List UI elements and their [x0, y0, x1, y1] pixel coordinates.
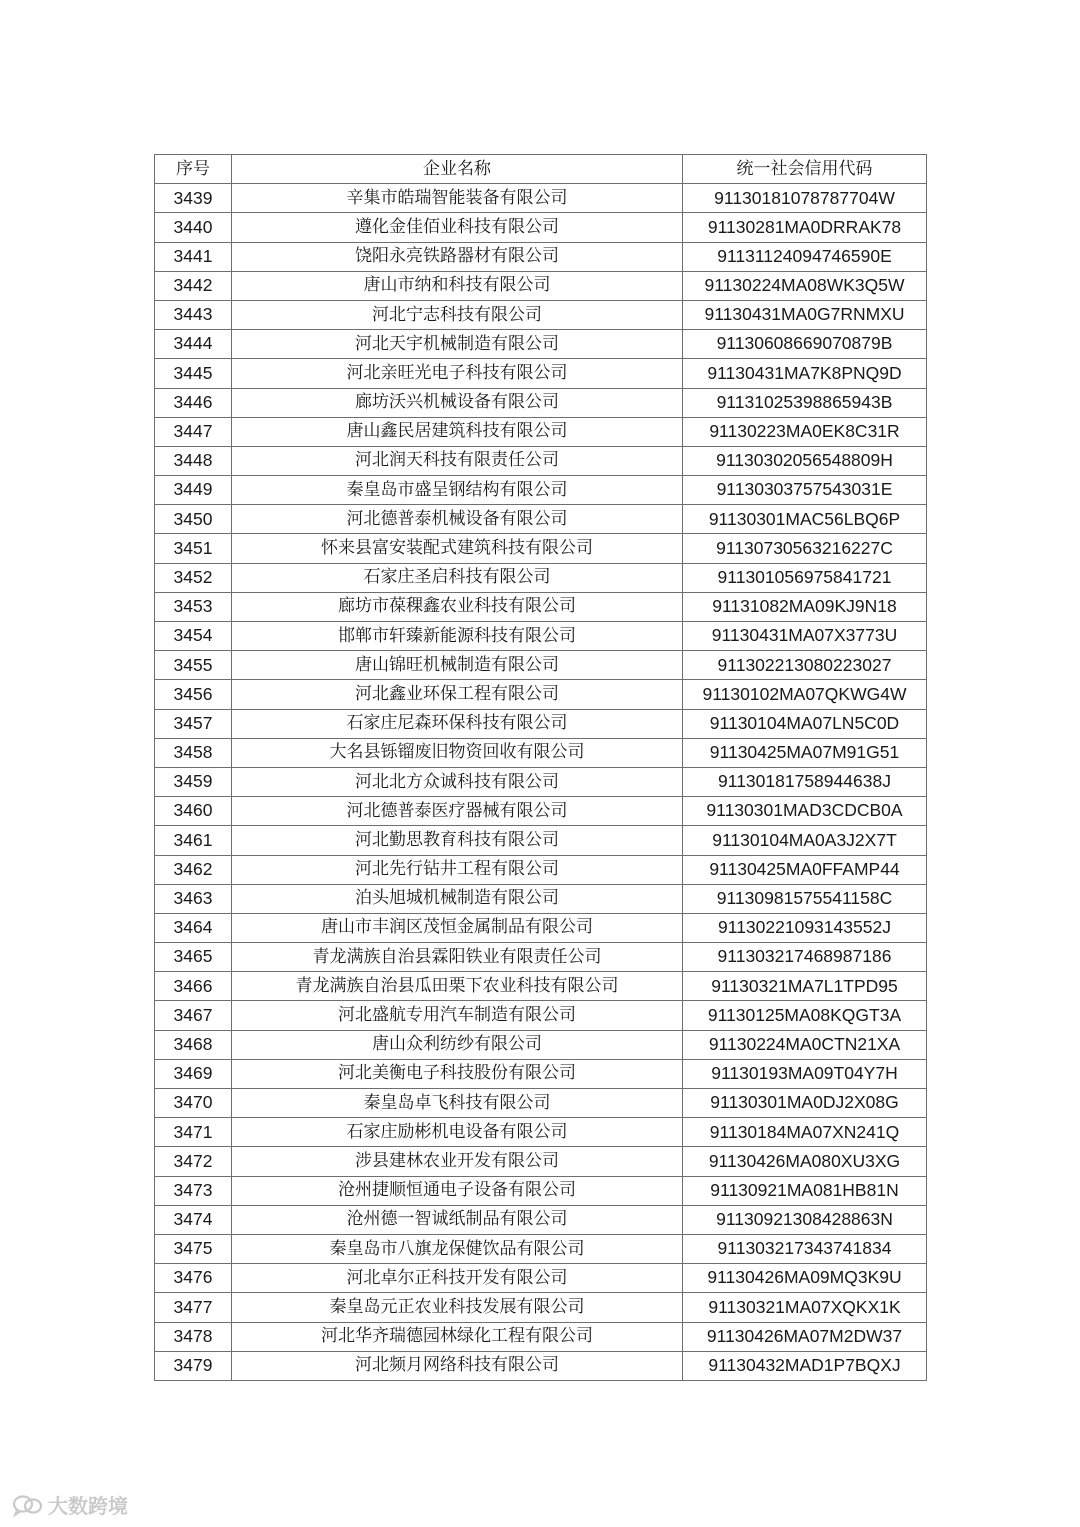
table-row — [155, 1118, 927, 1147]
row-company-name-cell: 秦皇岛元正农业科技发展有限公司 — [232, 1293, 683, 1322]
table-row — [155, 1205, 927, 1234]
row-company-name-cell: 泊头旭城机械制造有限公司 — [232, 884, 683, 913]
row-seq-cell: 3479 — [155, 1351, 232, 1380]
row-credit-code-cell: 91131082MA09KJ9N18 — [683, 592, 927, 621]
table-row — [155, 476, 927, 505]
table-row — [155, 1264, 927, 1293]
row-credit-code-cell: 91130193MA09T04Y7H — [683, 1059, 927, 1088]
row-credit-code-cell: 91130426MA080XU3XG — [683, 1147, 927, 1176]
table-row — [155, 797, 927, 826]
row-credit-code-cell: 911303217468987186 — [683, 943, 927, 972]
row-credit-code-cell: 91130321MA7L1TPD95 — [683, 972, 927, 1001]
table-body — [155, 184, 927, 1381]
row-credit-code-cell: 91130303757543031E — [683, 476, 927, 505]
row-seq-cell: 3466 — [155, 972, 232, 1001]
table-row — [155, 622, 927, 651]
row-credit-code-cell: 911303217343741834 — [683, 1234, 927, 1263]
row-seq-cell: 3447 — [155, 417, 232, 446]
row-seq-cell: 3478 — [155, 1322, 232, 1351]
row-credit-code-cell: 91130432MAD1P7BQXJ — [683, 1351, 927, 1380]
row-company-name-cell: 河北润天科技有限责任公司 — [232, 446, 683, 475]
row-company-name-cell: 唐山鑫民居建筑科技有限公司 — [232, 417, 683, 446]
row-credit-code-cell: 91130921MA081HB81N — [683, 1176, 927, 1205]
row-company-name-cell: 唐山锦旺机械制造有限公司 — [232, 651, 683, 680]
row-company-name-cell: 河北卓尔正科技开发有限公司 — [232, 1264, 683, 1293]
row-seq-cell: 3462 — [155, 855, 232, 884]
row-company-name-cell: 唐山市纳和科技有限公司 — [232, 271, 683, 300]
row-company-name-cell: 青龙满族自治县霖阳铁业有限责任公司 — [232, 943, 683, 972]
row-company-name-cell: 河北频月网络科技有限公司 — [232, 1351, 683, 1380]
table-row — [155, 300, 927, 329]
row-company-name-cell: 唐山众利纺纱有限公司 — [232, 1030, 683, 1059]
row-company-name-cell: 河北德普泰医疗器械有限公司 — [232, 797, 683, 826]
row-seq-cell: 3441 — [155, 242, 232, 271]
table-row — [155, 1001, 927, 1030]
row-credit-code-cell: 91130301MA0DJ2X08G — [683, 1089, 927, 1118]
table-row — [155, 534, 927, 563]
row-credit-code-cell: 91130431MA07X3773U — [683, 622, 927, 651]
table-row — [155, 1322, 927, 1351]
row-credit-code-cell: 91131124094746590E — [683, 242, 927, 271]
row-credit-code-cell: 91130302056548809H — [683, 446, 927, 475]
row-seq-cell: 3465 — [155, 943, 232, 972]
row-company-name-cell: 辛集市皓瑞智能装备有限公司 — [232, 184, 683, 213]
table-row — [155, 359, 927, 388]
row-seq-cell: 3442 — [155, 271, 232, 300]
row-company-name-cell: 怀来县富安装配式建筑科技有限公司 — [232, 534, 683, 563]
row-company-name-cell: 廊坊市葆稞鑫农业科技有限公司 — [232, 592, 683, 621]
row-company-name-cell: 河北宁志科技有限公司 — [232, 300, 683, 329]
row-company-name-cell: 大名县铄镏废旧物资回收有限公司 — [232, 738, 683, 767]
row-credit-code-cell: 91130301MAC56LBQ6P — [683, 505, 927, 534]
row-company-name-cell: 涉县建林农业开发有限公司 — [232, 1147, 683, 1176]
row-seq-cell: 3451 — [155, 534, 232, 563]
table-row — [155, 1030, 927, 1059]
row-credit-code-cell: 91131025398865943B — [683, 388, 927, 417]
row-seq-cell: 3464 — [155, 913, 232, 942]
table-row — [155, 417, 927, 446]
table-row — [155, 1147, 927, 1176]
row-credit-code-cell: 91130981575541158C — [683, 884, 927, 913]
row-seq-cell: 3473 — [155, 1176, 232, 1205]
table-row — [155, 1059, 927, 1088]
row-seq-cell: 3440 — [155, 213, 232, 242]
row-company-name-cell: 青龙满族自治县瓜田栗下农业科技有限公司 — [232, 972, 683, 1001]
table-row — [155, 738, 927, 767]
table-row — [155, 651, 927, 680]
chat-bubbles-logo-icon — [12, 1493, 44, 1517]
row-seq-cell: 3469 — [155, 1059, 232, 1088]
table-row — [155, 1351, 927, 1380]
row-credit-code-cell: 91130104MA0A3J2X7T — [683, 826, 927, 855]
row-seq-cell: 3449 — [155, 476, 232, 505]
row-company-name-cell: 秦皇岛卓飞科技有限公司 — [232, 1089, 683, 1118]
table-row — [155, 446, 927, 475]
table-row — [155, 1293, 927, 1322]
row-seq-cell: 3455 — [155, 651, 232, 680]
row-seq-cell: 3470 — [155, 1089, 232, 1118]
row-company-name-cell: 石家庄励彬机电设备有限公司 — [232, 1118, 683, 1147]
table-row — [155, 184, 927, 213]
row-credit-code-cell: 91130431MA7K8PNQ9D — [683, 359, 927, 388]
row-credit-code-cell: 91130181078787704W — [683, 184, 927, 213]
header-seq: 序号 — [155, 155, 232, 184]
table-row — [155, 505, 927, 534]
row-credit-code-cell: 91130104MA07LN5C0D — [683, 709, 927, 738]
row-company-name-cell: 河北德普泰机械设备有限公司 — [232, 505, 683, 534]
row-seq-cell: 3474 — [155, 1205, 232, 1234]
table-row — [155, 767, 927, 796]
row-credit-code-cell: 91130321MA07XQKX1K — [683, 1293, 927, 1322]
row-seq-cell: 3477 — [155, 1293, 232, 1322]
row-credit-code-cell: 91130425MA07M91G51 — [683, 738, 927, 767]
row-company-name-cell: 邯郸市轩臻新能源科技有限公司 — [232, 622, 683, 651]
table-row — [155, 943, 927, 972]
row-credit-code-cell: 91130223MA0EK8C31R — [683, 417, 927, 446]
row-credit-code-cell: 91130426MA07M2DW37 — [683, 1322, 927, 1351]
row-company-name-cell: 秦皇岛市八旗龙保健饮品有限公司 — [232, 1234, 683, 1263]
row-company-name-cell: 河北先行钻井工程有限公司 — [232, 855, 683, 884]
row-seq-cell: 3443 — [155, 300, 232, 329]
table-row — [155, 884, 927, 913]
row-credit-code-cell: 91130426MA09MQ3K9U — [683, 1264, 927, 1293]
table-row — [155, 1089, 927, 1118]
row-company-name-cell: 石家庄尼森环保科技有限公司 — [232, 709, 683, 738]
row-seq-cell: 3450 — [155, 505, 232, 534]
row-company-name-cell: 河北天宇机械制造有限公司 — [232, 330, 683, 359]
table-row — [155, 826, 927, 855]
row-credit-code-cell: 91130431MA0G7RNMXU — [683, 300, 927, 329]
table-header-row — [155, 155, 927, 184]
row-seq-cell: 3476 — [155, 1264, 232, 1293]
row-seq-cell: 3458 — [155, 738, 232, 767]
row-credit-code-cell: 91130224MA08WK3Q5W — [683, 271, 927, 300]
row-company-name-cell: 河北勤思教育科技有限公司 — [232, 826, 683, 855]
row-seq-cell: 3471 — [155, 1118, 232, 1147]
watermark-text: 大数跨境 — [48, 1494, 128, 1518]
row-company-name-cell: 沧州捷顺恒通电子设备有限公司 — [232, 1176, 683, 1205]
row-seq-cell: 3475 — [155, 1234, 232, 1263]
row-company-name-cell: 沧州德一智诚纸制品有限公司 — [232, 1205, 683, 1234]
row-seq-cell: 3468 — [155, 1030, 232, 1059]
row-credit-code-cell: 91130102MA07QKWG4W — [683, 680, 927, 709]
table-row — [155, 680, 927, 709]
row-credit-code-cell: 91130125MA08KQGT3A — [683, 1001, 927, 1030]
row-credit-code-cell: 91130921308428863N — [683, 1205, 927, 1234]
table-row — [155, 1234, 927, 1263]
row-company-name-cell: 河北美衡电子科技股份有限公司 — [232, 1059, 683, 1088]
row-credit-code-cell: 91130224MA0CTN21XA — [683, 1030, 927, 1059]
row-credit-code-cell: 91130184MA07XN241Q — [683, 1118, 927, 1147]
row-seq-cell: 3459 — [155, 767, 232, 796]
table-row — [155, 271, 927, 300]
header-credit-code: 统一社会信用代码 — [683, 155, 927, 184]
table-row — [155, 242, 927, 271]
row-credit-code-cell: 91130301MAD3CDCB0A — [683, 797, 927, 826]
table-row — [155, 855, 927, 884]
row-seq-cell: 3463 — [155, 884, 232, 913]
row-company-name-cell: 唐山市丰润区茂恒金属制品有限公司 — [232, 913, 683, 942]
enterprise-table — [154, 154, 927, 1381]
table-row — [155, 709, 927, 738]
row-company-name-cell: 廊坊沃兴机械设备有限公司 — [232, 388, 683, 417]
table-row — [155, 972, 927, 1001]
header-company-name: 企业名称 — [232, 155, 683, 184]
row-seq-cell: 3472 — [155, 1147, 232, 1176]
row-company-name-cell: 河北北方众诚科技有限公司 — [232, 767, 683, 796]
table-row — [155, 592, 927, 621]
row-credit-code-cell: 911302213080223027 — [683, 651, 927, 680]
row-credit-code-cell: 911301056975841721 — [683, 563, 927, 592]
table-row — [155, 1176, 927, 1205]
row-seq-cell: 3448 — [155, 446, 232, 475]
watermark — [12, 1490, 128, 1519]
row-credit-code-cell: 91130281MA0DRRAK78 — [683, 213, 927, 242]
row-company-name-cell: 遵化金佳佰业科技有限公司 — [232, 213, 683, 242]
row-seq-cell: 3444 — [155, 330, 232, 359]
table-row — [155, 330, 927, 359]
row-seq-cell: 3456 — [155, 680, 232, 709]
row-seq-cell: 3439 — [155, 184, 232, 213]
row-credit-code-cell: 91130221093143552J — [683, 913, 927, 942]
row-seq-cell: 3445 — [155, 359, 232, 388]
row-company-name-cell: 河北华齐瑞德园林绿化工程有限公司 — [232, 1322, 683, 1351]
row-seq-cell: 3454 — [155, 622, 232, 651]
row-seq-cell: 3461 — [155, 826, 232, 855]
row-seq-cell: 3467 — [155, 1001, 232, 1030]
row-company-name-cell: 河北盛航专用汽车制造有限公司 — [232, 1001, 683, 1030]
row-seq-cell: 3452 — [155, 563, 232, 592]
row-seq-cell: 3457 — [155, 709, 232, 738]
table-row — [155, 563, 927, 592]
row-credit-code-cell: 91130608669070879B — [683, 330, 927, 359]
row-seq-cell: 3453 — [155, 592, 232, 621]
row-company-name-cell: 饶阳永亮铁路器材有限公司 — [232, 242, 683, 271]
table-row — [155, 213, 927, 242]
row-credit-code-cell: 91130181758944638J — [683, 767, 927, 796]
row-company-name-cell: 河北亲旺光电子科技有限公司 — [232, 359, 683, 388]
table-row — [155, 388, 927, 417]
table-row — [155, 913, 927, 942]
row-company-name-cell: 秦皇岛市盛呈钢结构有限公司 — [232, 476, 683, 505]
row-company-name-cell: 河北鑫业环保工程有限公司 — [232, 680, 683, 709]
row-credit-code-cell: 91130425MA0FFAMP44 — [683, 855, 927, 884]
row-seq-cell: 3446 — [155, 388, 232, 417]
row-seq-cell: 3460 — [155, 797, 232, 826]
row-company-name-cell: 石家庄圣启科技有限公司 — [232, 563, 683, 592]
row-credit-code-cell: 91130730563216227C — [683, 534, 927, 563]
